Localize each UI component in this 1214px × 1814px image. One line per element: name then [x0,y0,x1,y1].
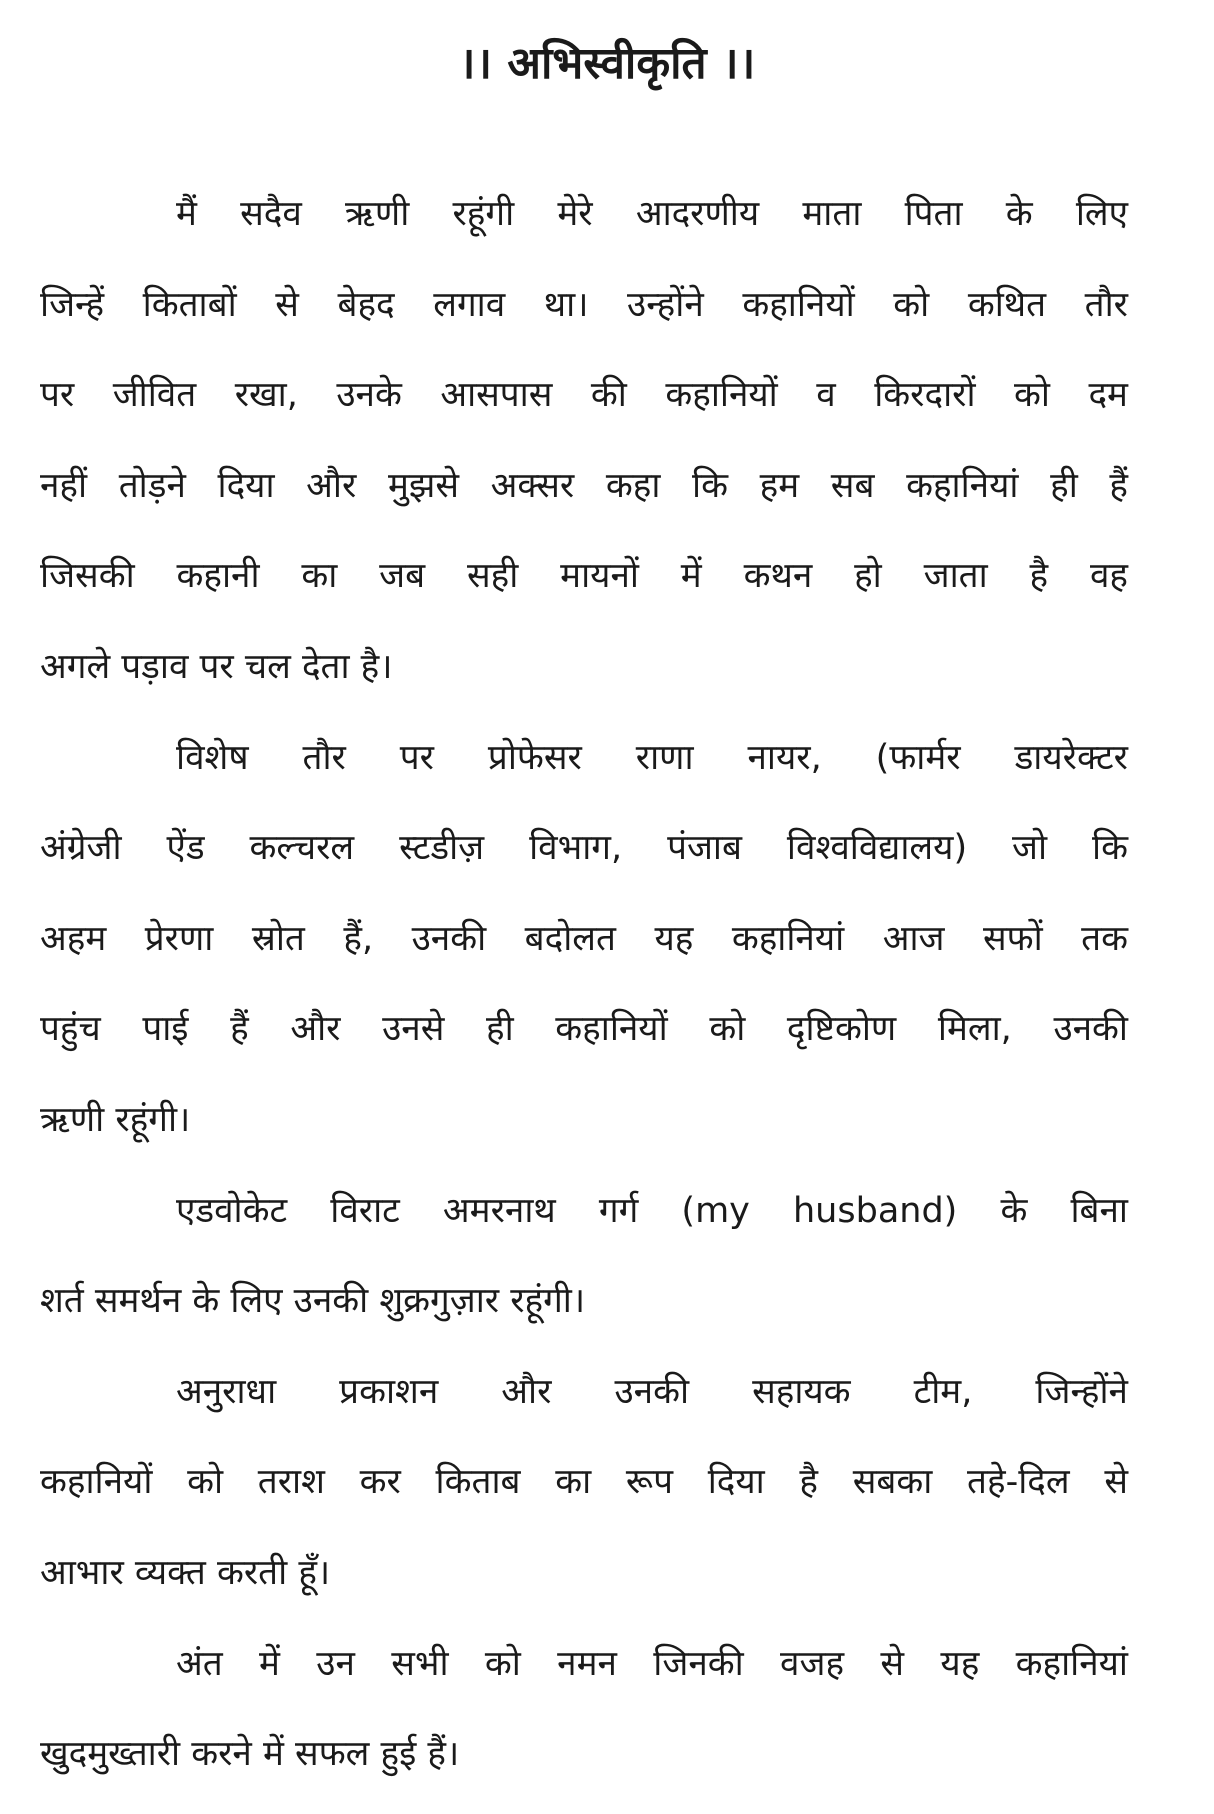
text-line: अनुराधा प्रकाशन और उनकी सहायक टीम, जिन्होंने [176,1371,1128,1412]
text-line: अहम प्रेरणा स्रोत हैं, उनकी बदोलत यह कहानियां आज सफों तक [40,918,1128,959]
paragraph [40,1347,1128,1619]
text-line: जिन्हें किताबों से बेहद लगाव था। उन्होंने कहानियों को कथित तौर [40,284,1128,325]
text-line: नहीं तोड़ने दिया और मुझसे अक्सर कहा कि हम सब कहानियां ही हैं [40,465,1128,506]
text-line: पर जीवित रखा, उनके आसपास की कहानियों व किरदारों को दम [40,375,1128,416]
paragraph [40,1166,1128,1347]
paragraph [40,713,1128,1166]
text-line: अगले पड़ाव पर चल देता है। [40,646,393,687]
text-line: जिसकी कहानी का जब सही मायनों में कथन हो जाता है वह [40,556,1128,597]
text-line: अंग्रेजी ऐंड कल्चरल स्टडीज़ विभाग, पंजाब विश्वविद्यालय) जो कि [40,828,1128,869]
text-line: आभार व्यक्त करती हूँ। [40,1552,331,1593]
acknowledgement-body [40,169,1128,1800]
text-line: विशेष तौर पर प्रोफेसर राणा नायर, (फार्मर डायरेक्टर [176,737,1128,778]
text-line: एडवोकेट विराट अमरनाथ गर्ग (my husband) के बिना [176,1190,1128,1231]
text-line: कहानियों को तराश कर किताब का रूप दिया है सबका तहे-दिल से [40,1462,1128,1503]
text-line: मैं सदैव ऋणी रहूंगी मेरे आदरणीय माता पिता के लिए [176,194,1128,234]
text-line: शर्त समर्थन के लिए उनकी शुक्रगुज़ार रहूंगी। [40,1281,586,1322]
text-line: ऋणी रहूंगी। [40,1099,191,1140]
paragraph [40,169,1128,713]
text-line: पहुंच पाई हैं और उनसे ही कहानियों को दृष्टिकोण मिला, उनकी [40,1009,1128,1050]
text-line: अंत में उन सभी को नमन जिनकी वजह से यह कहानियां [176,1643,1128,1684]
text-line: खुदमुख्तारी करने में सफल हुई हैं। [40,1734,460,1775]
paragraph [40,1619,1128,1800]
page-title: ।। अभिस्वीकृति ।। [458,38,756,89]
